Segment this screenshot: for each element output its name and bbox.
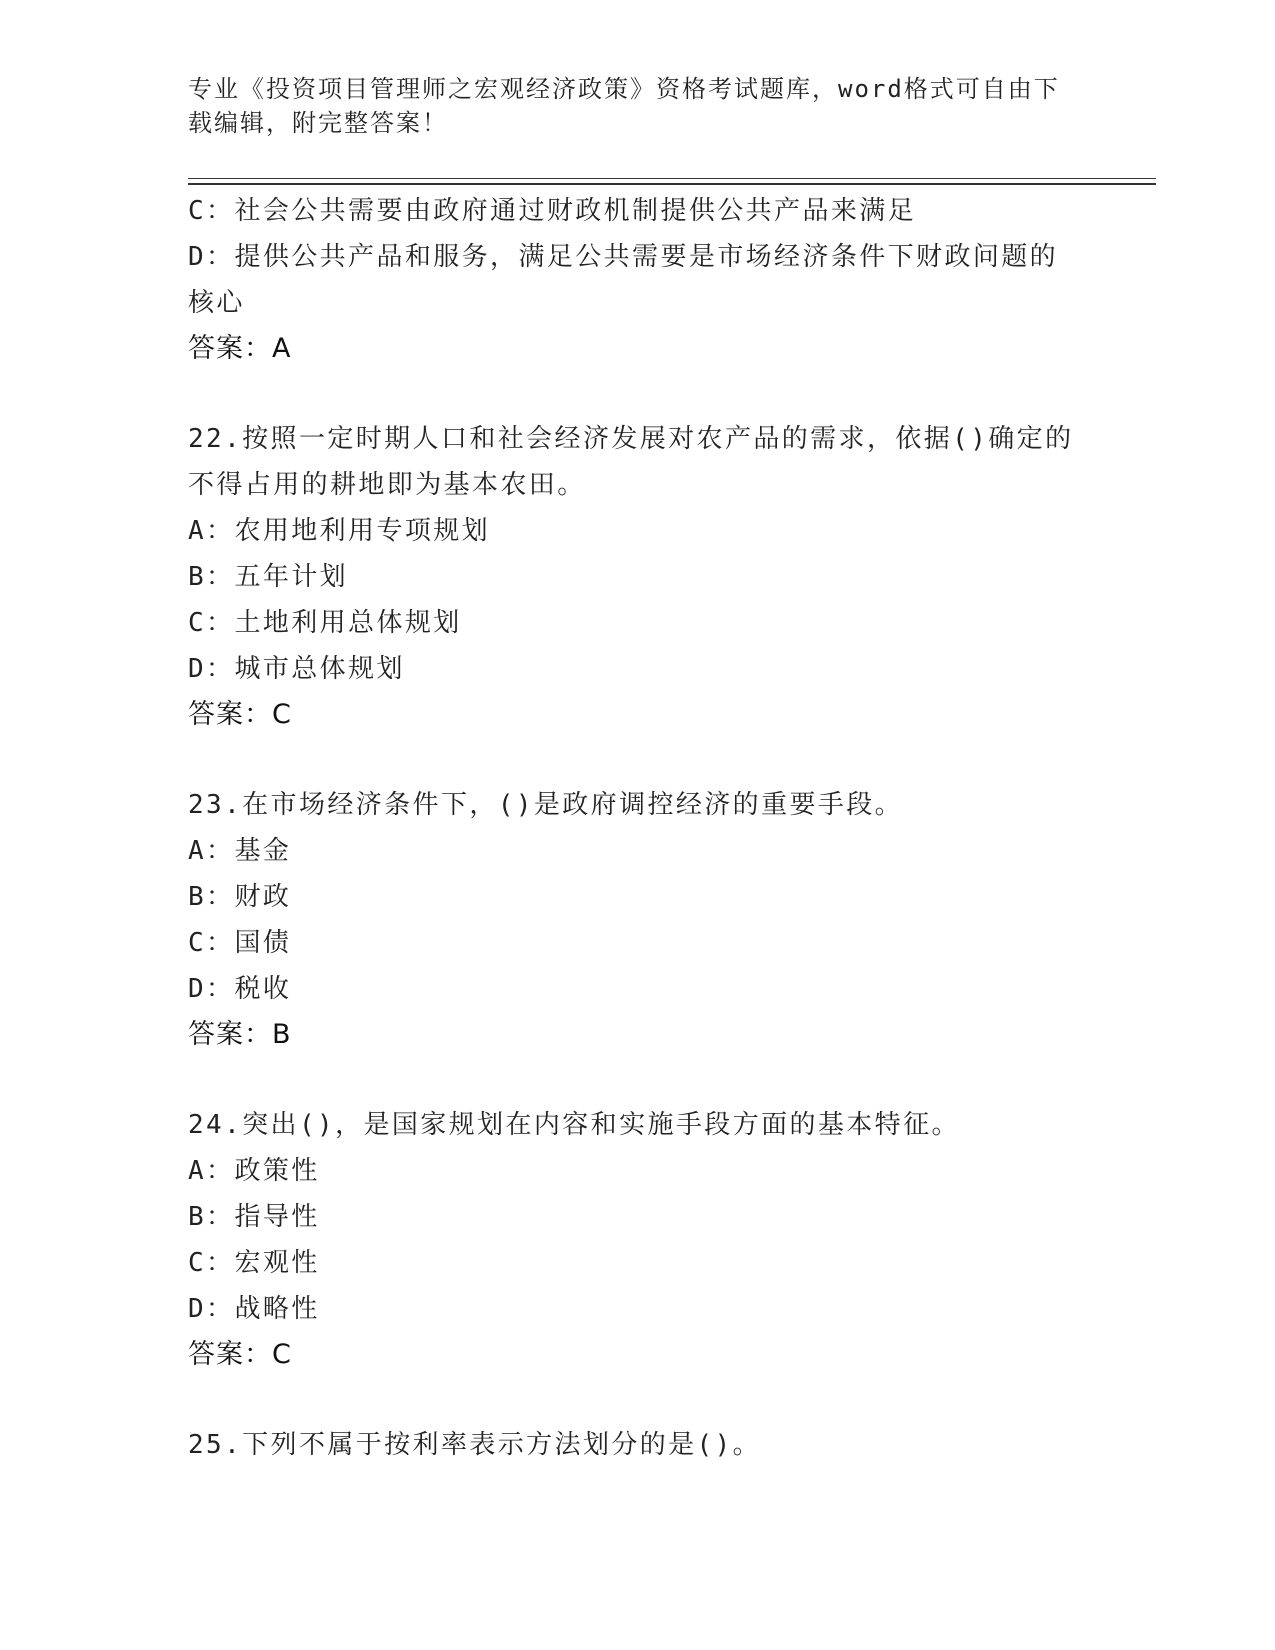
option-d: D：税收 — [188, 974, 292, 1004]
option-a: A：基金 — [188, 836, 292, 866]
question-21-continuation — [188, 188, 1078, 372]
option-b: B：五年计划 — [188, 562, 349, 592]
question-stem: 22.按照一定时期人口和社会经济发展对农产品的需求，依据()确定的不得占用的耕地即为基本农田。 — [188, 424, 1074, 500]
answer-text: 答案：C — [188, 699, 292, 730]
question-22 — [188, 416, 1078, 738]
answer-text: 答案：C — [188, 1339, 292, 1370]
option-c: C：社会公共需要由政府通过财政机制提供公共产品来满足 — [188, 196, 917, 226]
option-a: A：政策性 — [188, 1156, 320, 1186]
question-stem: 23.在市场经济条件下，()是政府调控经济的重要手段。 — [188, 790, 904, 820]
question-23 — [188, 782, 1078, 1058]
option-c: C：国债 — [188, 928, 292, 958]
option-c: C：宏观性 — [188, 1248, 320, 1278]
option-d: D：战略性 — [188, 1294, 320, 1324]
question-list — [188, 188, 1078, 1468]
question-25 — [188, 1422, 1078, 1468]
option-a: A：农用地利用专项规划 — [188, 516, 491, 546]
question-stem: 25.下列不属于按利率表示方法划分的是()。 — [188, 1430, 762, 1460]
option-d: D：城市总体规划 — [188, 654, 405, 684]
header-divider-thick — [188, 183, 1156, 185]
document-header: 专业《投资项目管理师之宏观经济政策》资格考试题库，word格式可自由下载编辑，附完整答案！ — [188, 75, 1060, 137]
option-b: B：指导性 — [188, 1202, 320, 1232]
question-24 — [188, 1102, 1078, 1378]
option-c: C：土地利用总体规划 — [188, 608, 462, 638]
header-divider-thin — [188, 178, 1156, 179]
answer-text: 答案：A — [188, 333, 292, 364]
answer-text: 答案：B — [188, 1019, 292, 1050]
option-b: B：财政 — [188, 882, 292, 912]
question-stem: 24.突出()，是国家规划在内容和实施手段方面的基本特征。 — [188, 1110, 960, 1140]
option-d: D：提供公共产品和服务，满足公共需要是市场经济条件下财政问题的核心 — [188, 242, 1059, 318]
